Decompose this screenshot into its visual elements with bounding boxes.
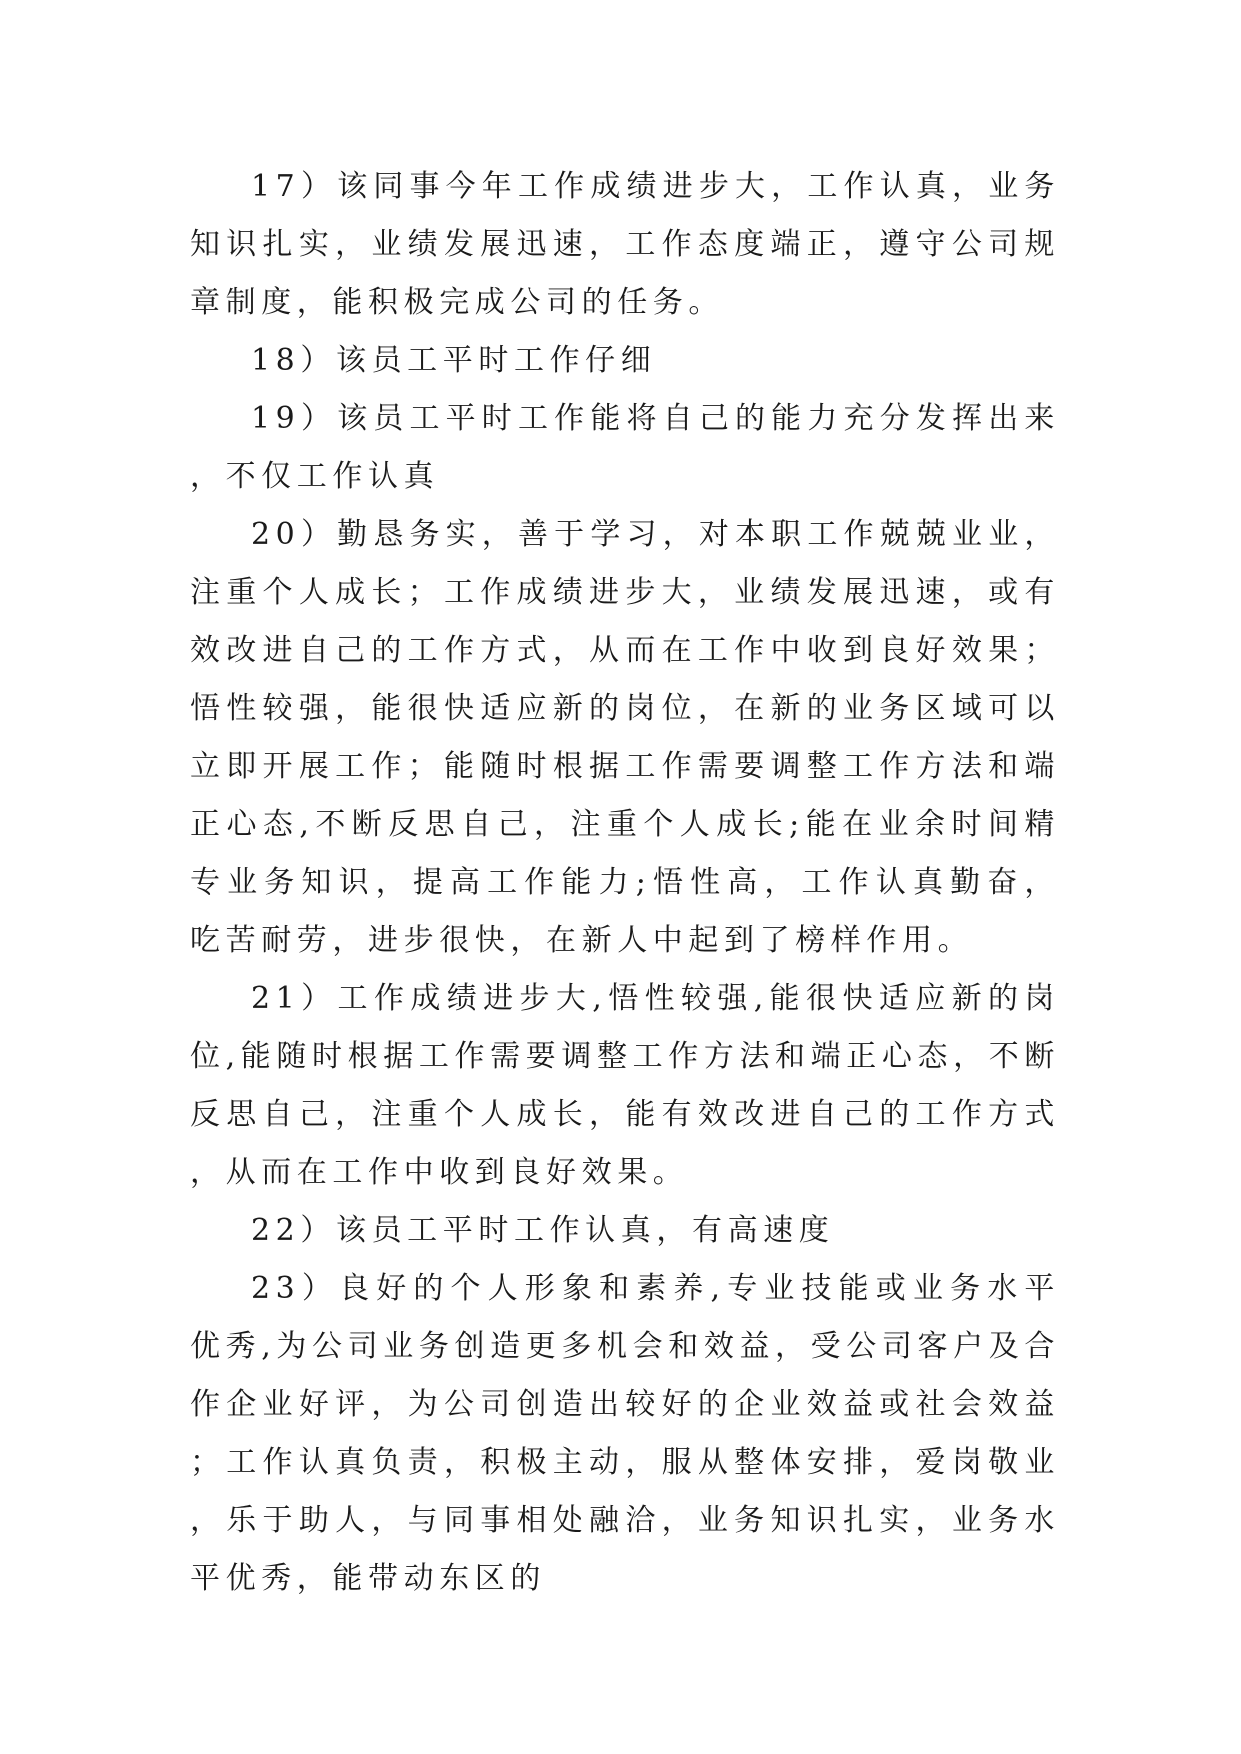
- paragraph-20: 20）勤恳务实，善于学习，对本职工作兢兢业业，注重个人成长；工作成绩进步大，业绩发展迅速，或有效改进自己的工作方式，从而在工作中收到良好效果；悟性较强，能很快适应新的岗位，在新的业务区域可以立即开展工作；能随时根据工作需要调整工作方法和端正心态,不断反思自己，注重个人成长;能在业余时间精专业务知识，提高工作能力;悟性高，工作认真勤奋，吃苦耐劳，进步很快，在新人中起到了榜样作用。: [190, 517, 1060, 958]
- document-body: [190, 158, 1060, 1608]
- paragraph-23: 23）良好的个人形象和素养,专业技能或业务水平优秀,为公司业务创造更多机会和效益，受公司客户及合作企业好评，为公司创造出较好的企业效益或社会效益；工作认真负责，积极主动，服从整体安排，爱岗敬业，乐于助人，与同事相处融洽，业务知识扎实，业务水平优秀，能带动东区的: [190, 1271, 1060, 1596]
- paragraph-18: 18）该员工平时工作仔细: [251, 343, 657, 378]
- paragraph-22: 22）该员工平时工作认真，有高速度: [251, 1213, 835, 1248]
- paragraph-19: 19）该员工平时工作能将自己的能力充分发挥出来，不仅工作认真: [190, 401, 1060, 494]
- paragraph-17: 17）该同事今年工作成绩进步大，工作认真，业务知识扎实，业绩发展迅速，工作态度端正，遵守公司规章制度，能积极完成公司的任务。: [190, 169, 1060, 320]
- paragraph-21: 21）工作成绩进步大,悟性较强,能很快适应新的岗位,能随时根据工作需要调整工作方法和端正心态，不断反思自己，注重个人成长，能有效改进自己的工作方式，从而在工作中收到良好效果。: [190, 981, 1060, 1190]
